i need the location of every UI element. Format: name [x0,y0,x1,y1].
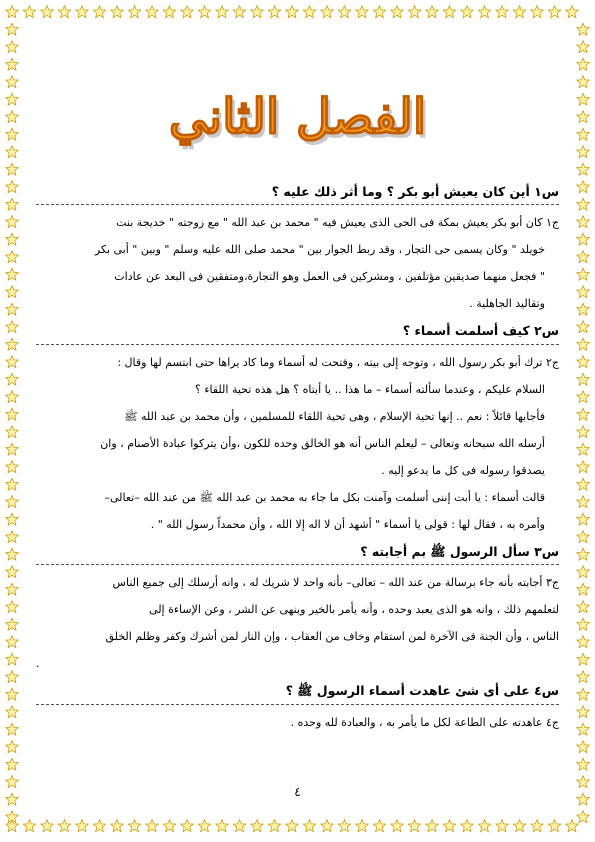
star-icon [577,496,590,508]
qa-block-3 [36,545,559,676]
star-icon [577,706,590,718]
star-icon [6,758,19,770]
star-icon [268,820,281,832]
star-icon [577,23,590,35]
answer-2-line-7: وأمره به ، فقال لها : قولى يا أسماء " أشهد أن لا اله إلا الله ، وأن محمداً رسول الله " . [150,517,545,531]
star-icon [391,820,404,832]
star-icon [408,6,421,18]
star-icon [58,6,71,18]
star-icon [41,820,54,832]
star-icon [577,653,590,665]
star-icon [6,653,19,665]
star-icon [577,216,590,228]
star-icon [93,6,106,18]
star-icon [146,820,159,832]
star-icon [548,6,561,18]
star-icon [577,303,590,315]
star-icon [6,531,19,543]
star-icon [443,820,456,832]
answer-3-line-1: ج٣ أجابته بأنه جاء برسالة من عند الله – تعالى– بأنه واحد لا شريك له ، وانه أرسلك إلى جميع الناس [112,576,559,590]
star-icon [577,688,590,700]
star-icon [251,820,264,832]
page-number: ٤ [294,785,301,799]
star-icon [181,6,194,18]
star-icon [198,820,211,832]
star-icon [577,723,590,735]
star-icon [6,23,19,35]
star-icon [577,286,590,298]
qa-block-4 [36,684,559,734]
star-icon [286,6,299,18]
star-icon [577,163,590,175]
star-icon [6,776,19,788]
star-icon [41,6,54,18]
star-icon [6,338,19,350]
star-icon [577,391,590,403]
star-icon [6,198,19,210]
question-1: س١ أين كان يعيش أبو بكر ؟ وما أثر ذلك عليه ؟ [36,185,559,205]
answer-2-line-2: السلام عليكم ، وعندما سألته أسماء – ما هذا .. يا أبتاه ؟ هل هذه تحية اللقاء ؟ [194,382,545,396]
star-icon [577,198,590,210]
star-icon [577,513,590,525]
question-4: س٤ على أى شئ عاهدت أسماء الرسول ﷺ ؟ [36,684,559,704]
star-icon [6,76,19,88]
star-icon [6,671,19,683]
star-icon [577,601,590,613]
star-icon [6,723,19,735]
star-icon [6,391,19,403]
answer-1-line-3: " فجعل منهما صديقين مؤتلفين ، ومشركين فى العمل وهو التجارة،ومتفقين فى البعد عن عادات [114,270,545,284]
star-icon [6,93,19,105]
star-icon [577,636,590,648]
star-icon [443,6,456,18]
star-icon [6,58,19,70]
star-icon [6,496,19,508]
star-icon [233,6,246,18]
star-icon [577,741,590,753]
star-icon [577,268,590,280]
star-icon [577,408,590,420]
star-icon [6,128,19,140]
star-icon [6,146,19,158]
question-2: س٢ كيف أسلمت أسماء ؟ [36,324,559,344]
star-icon [6,688,19,700]
star-icon [6,356,19,368]
star-icon [216,820,229,832]
star-icon [577,443,590,455]
star-icon [496,820,509,832]
answer-2-line-3: فأجابها قائلاً : نعم .. إنها تحية الإسلام ، وهى تحية اللقاء للمسلمين ، وأن محمد بن عبد الله ﷺ [124,409,545,423]
star-icon [6,566,19,578]
star-icon [577,758,590,770]
star-icon [6,461,19,473]
star-icon [577,41,590,53]
answer-1-line-4: وتقاليد الجاهلية . [469,297,545,311]
star-icon [391,6,404,18]
star-icon [577,671,590,683]
star-icon [93,820,106,832]
star-icon [6,268,19,280]
star-icon [461,6,474,18]
star-icon [76,6,89,18]
star-icon [6,706,19,718]
star-icon [461,820,474,832]
star-icon [531,820,544,832]
star-icon [373,820,386,832]
star-icon [577,583,590,595]
qa-block-1 [36,185,559,316]
star-icon [577,776,590,788]
star-icon [577,548,590,560]
star-icon [577,478,590,490]
star-icon [577,426,590,438]
star-icon [577,618,590,630]
star-icon [408,820,421,832]
star-icon [577,181,590,193]
star-icon [6,41,19,53]
star-icon [548,820,561,832]
star-icon [128,820,141,832]
star-icon [577,128,590,140]
star-icon [577,233,590,245]
star-icon [577,531,590,543]
star-icon [426,820,439,832]
question-3: س٣ سأل الرسول ﷺ بم أجابته ؟ [36,545,559,565]
star-icon [111,820,124,832]
answer-3-line-2: لتعلمهم ذلك ، وانه هو الذى يعبد وحده ، وأنه يأمر بالخير وينهى عن الشر ، وعن الإساءة إلى [149,603,559,617]
star-icon [577,76,590,88]
content [36,185,559,743]
star-icon [478,820,491,832]
qa-block-2 [36,324,559,536]
star-icon [58,820,71,832]
star-icon [566,820,579,832]
star-icon [6,513,19,525]
answer-3-line-4: . [36,657,40,671]
star-icon [338,6,351,18]
star-icon [6,793,19,805]
star-icon [216,6,229,18]
star-icon [6,233,19,245]
star-icon [268,6,281,18]
star-icon [356,6,369,18]
star-icon [6,163,19,175]
star-icon [233,820,246,832]
star-icon [577,811,590,823]
star-icon [6,321,19,333]
star-icon [6,478,19,490]
star-icon [111,6,124,18]
star-icon [321,6,334,18]
star-icon [6,181,19,193]
star-icon [6,583,19,595]
star-icon [577,566,590,578]
star-icon [513,820,526,832]
star-icon [6,303,19,315]
star-icon [496,6,509,18]
star-icon [577,373,590,385]
star-icon [478,6,491,18]
star-icon [6,548,19,560]
star-icon [577,58,590,70]
star-icon [251,6,264,18]
star-icon [128,6,141,18]
answer-2-line-6: قالت أسماء : يا أبت إننى أسلمت وآمنت بكل ما جاء به محمد بن عبد الله ﷺ من عند الله –تعالى– [104,490,545,504]
star-icon [163,6,176,18]
star-icon [577,146,590,158]
star-icon [577,111,590,123]
star-icon [6,741,19,753]
star-icon [6,426,19,438]
star-icon [6,251,19,263]
star-icon [531,6,544,18]
star-icon [76,820,89,832]
star-icon [6,601,19,613]
star-icon [6,286,19,298]
star-icon [577,338,590,350]
answer-3-line-3: الناس ، وأن الجنة فى الآخرة لمن استقام وخاف من العقاب ، وإن النار لمن أشرك وكفر وظلم الخلق [105,630,559,644]
star-icon [373,6,386,18]
star-icon [513,6,526,18]
star-icon [303,820,316,832]
star-icon [23,820,36,832]
star-icon [6,618,19,630]
star-icon [566,6,579,18]
star-icon [163,820,176,832]
star-icon [198,6,211,18]
title-wrap [36,72,559,162]
star-icon [426,6,439,18]
star-icon [23,6,36,18]
star-icon [577,93,590,105]
star-icon [6,811,19,823]
answer-1-line-2: خويلد " وكان يسمى حى التجار ، وقد ربط الجوار بين " محمد صلى الله عليه وسلم " وبين " أبى بكر [94,243,545,257]
star-icon [338,820,351,832]
star-icon [577,461,590,473]
answer-4-line-1: ج٤ عاهدته على الطاعة لكل ما يأمر به ، والعبادة لله وحده . [290,715,559,729]
star-icon [356,820,369,832]
star-icon [181,820,194,832]
answer-2-line-5: يصدقوا رسوله فى كل ما يدعو إليه . [381,463,545,477]
chapter-title: الفصل الثاني [168,89,427,145]
star-icon [6,820,19,832]
star-icon [6,636,19,648]
star-icon [577,251,590,263]
star-icon [6,111,19,123]
star-icon [6,6,19,18]
star-icon [577,356,590,368]
page [36,30,559,812]
star-icon [321,820,334,832]
answer-2-line-1: ج٢ ترك أبو بكر رسول الله ، وتوجه إلى بيته ، وفتحت له أسماء وما كاد يراها حتى ابتسم لها وقال : [117,355,559,369]
star-icon [6,443,19,455]
star-icon [286,820,299,832]
star-icon [146,6,159,18]
star-icon [6,408,19,420]
answer-2-line-4: أرسله الله سبحانه وتعالى – ليعلم الناس أنه هو الخالق وحده للكون ،وأن يتركوا عبادة الأصنام ، وان [100,436,545,450]
star-icon [6,373,19,385]
star-icon [577,321,590,333]
answer-1-line-1: ج١ كان أبو بكر يعيش بمكة فى الحى الذى يعيش فيه " محمد بن عبد الله " مع زوجته " خديجة بنت [116,216,559,230]
star-icon [6,216,19,228]
star-icon [577,793,590,805]
star-icon [303,6,316,18]
